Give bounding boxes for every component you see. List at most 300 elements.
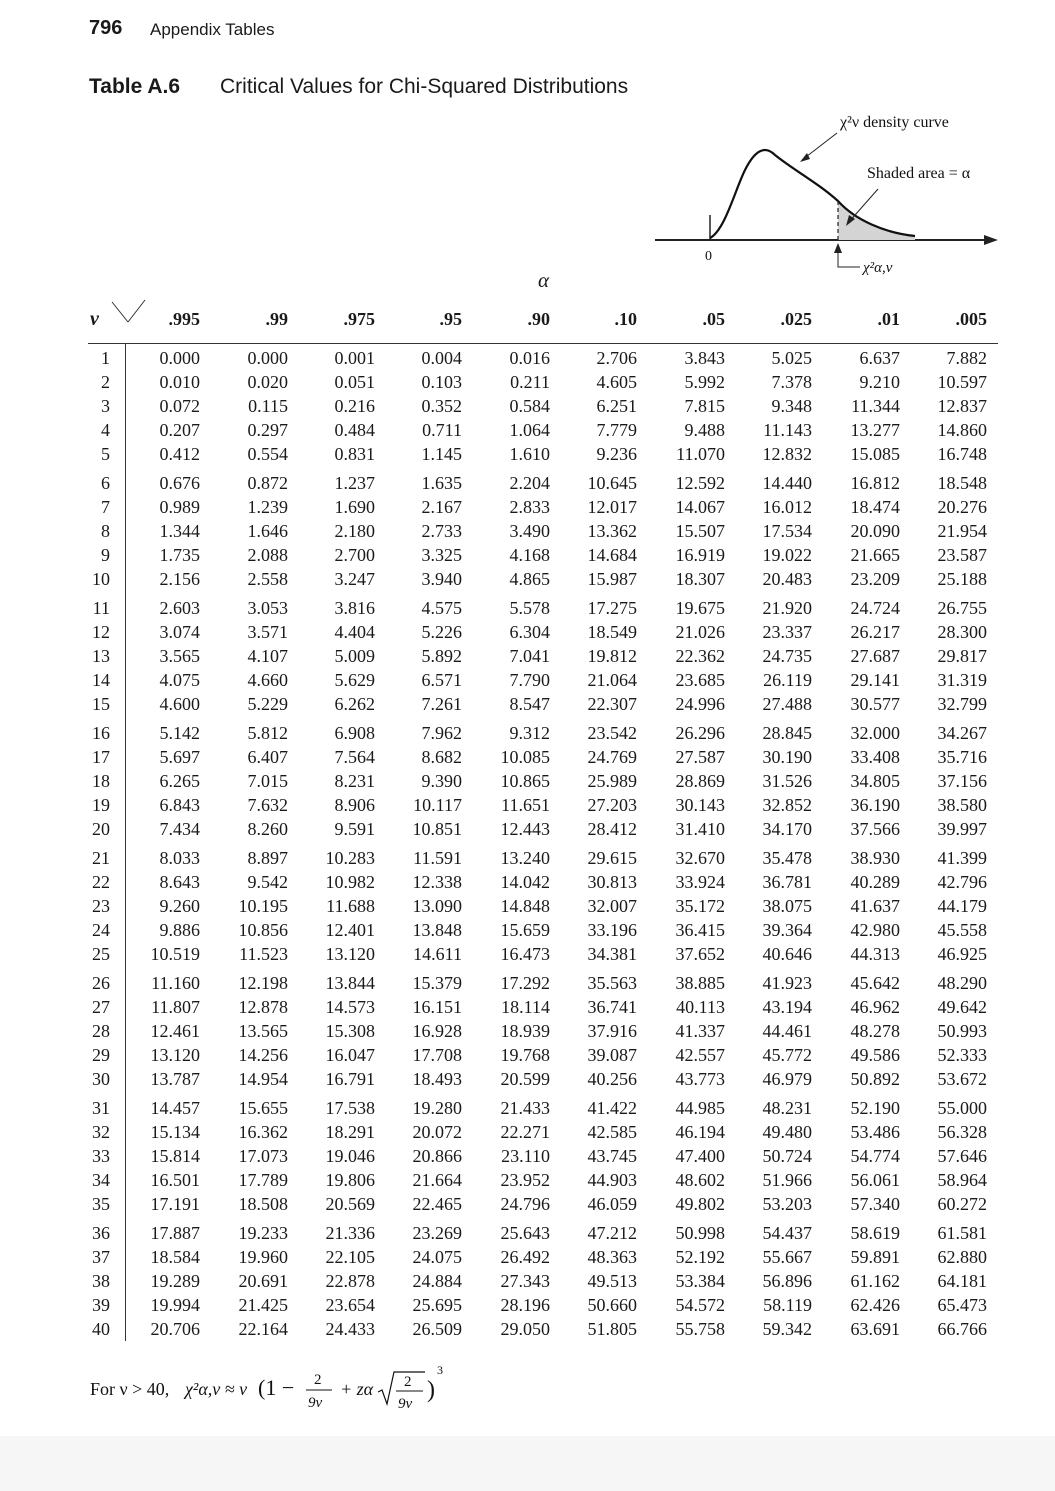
table-cell: 20.072 — [412, 1122, 462, 1142]
table-cell: 4.168 — [509, 545, 550, 565]
table-cell: 12.401 — [325, 920, 375, 940]
table-cell: 6.265 — [159, 771, 200, 791]
table-cell: 17.708 — [412, 1045, 462, 1065]
row-nu: 26 — [92, 973, 110, 993]
table-cell: 1.610 — [509, 444, 550, 464]
table-cell: 1.237 — [334, 473, 375, 493]
table-cell: 2.700 — [334, 545, 375, 565]
row-nu: 40 — [92, 1319, 110, 1339]
formula-plus: + zα — [340, 1379, 374, 1399]
table-cell: 56.896 — [762, 1271, 812, 1291]
table-cell: 0.051 — [334, 372, 375, 392]
table-cell: 40.289 — [850, 872, 900, 892]
table-cell: 8.260 — [247, 819, 288, 839]
table-cell: 10.597 — [937, 372, 987, 392]
table-cell: 2.180 — [334, 521, 375, 541]
table-cell: 13.787 — [150, 1069, 200, 1089]
table-cell: 1.145 — [421, 444, 462, 464]
table-cell: 44.985 — [675, 1098, 725, 1118]
column-header: .95 — [439, 309, 462, 329]
table-cell: 41.422 — [587, 1098, 637, 1118]
table-cell: 27.587 — [675, 747, 725, 767]
table-cell: 50.724 — [762, 1146, 812, 1166]
table-cell: 41.923 — [762, 973, 812, 993]
table-cell: 26.296 — [675, 723, 725, 743]
table-cell: 0.352 — [421, 396, 462, 416]
table-cell: 44.179 — [937, 896, 987, 916]
table-cell: 24.433 — [325, 1319, 375, 1339]
table-number: Table A.6 — [89, 75, 181, 98]
table-cell: 18.939 — [500, 1021, 550, 1041]
table-cell: 17.191 — [150, 1194, 200, 1214]
table-cell: 37.566 — [850, 819, 900, 839]
table-cell: 39.087 — [587, 1045, 637, 1065]
row-nu: 12 — [92, 622, 110, 642]
table-cell: 11.344 — [851, 396, 900, 416]
table-cell: 41.637 — [850, 896, 900, 916]
table-cell: 22.307 — [587, 694, 637, 714]
table-cell: 6.251 — [596, 396, 637, 416]
table-cell: 34.267 — [937, 723, 987, 743]
page-number: 796 — [89, 17, 123, 39]
table-cell: 4.575 — [421, 598, 462, 618]
diagram-shaded-label: Shaded area = α — [867, 165, 971, 182]
table-cell: 24.075 — [412, 1247, 462, 1267]
table-cell: 60.272 — [937, 1194, 987, 1214]
table-cell: 23.952 — [500, 1170, 550, 1190]
table-cell: 14.860 — [937, 420, 987, 440]
table-cell: 21.425 — [238, 1295, 288, 1315]
table-cell: 33.924 — [675, 872, 725, 892]
table-cell: 38.580 — [937, 795, 987, 815]
table-cell: 10.645 — [587, 473, 637, 493]
table-cell: 15.814 — [150, 1146, 200, 1166]
table-cell: 6.407 — [247, 747, 288, 767]
table-cell: 34.381 — [587, 944, 637, 964]
nu-column-rule — [125, 344, 126, 1341]
table-cell: 8.547 — [509, 694, 550, 714]
table-cell: 15.659 — [500, 920, 550, 940]
table-cell: 19.046 — [325, 1146, 375, 1166]
table-cell: 3.565 — [159, 646, 200, 666]
table-cell: 36.781 — [762, 872, 812, 892]
row-nu: 8 — [101, 521, 110, 541]
table-cell: 37.156 — [937, 771, 987, 791]
table-cell: 17.538 — [325, 1098, 375, 1118]
formula-frac1-den: 9ν — [308, 1395, 323, 1411]
table-cell: 50.660 — [587, 1295, 637, 1315]
table-cell: 5.226 — [421, 622, 462, 642]
table-cell: 16.151 — [412, 997, 462, 1017]
table-cell: 9.542 — [247, 872, 288, 892]
table-cell: 10.982 — [325, 872, 375, 892]
table-cell: 19.022 — [762, 545, 812, 565]
table-cell: 49.513 — [587, 1271, 637, 1291]
table-cell: 26.755 — [937, 598, 987, 618]
diagram-curve-label: χ²ν density curve — [840, 114, 949, 131]
row-nu: 35 — [92, 1194, 110, 1214]
page-bottom-band — [0, 1436, 1055, 1491]
table-cell: 0.711 — [422, 420, 462, 440]
table-cell: 3.843 — [684, 348, 725, 368]
table-cell: 6.571 — [421, 670, 462, 690]
table-cell: 22.164 — [238, 1319, 288, 1339]
table-cell: 66.766 — [937, 1319, 987, 1339]
column-header: .99 — [265, 309, 288, 329]
table-cell: 7.815 — [684, 396, 725, 416]
table-cell: 2.088 — [247, 545, 288, 565]
table-cell: 29.615 — [587, 848, 637, 868]
row-nu: 5 — [101, 444, 110, 464]
table-cell: 13.120 — [150, 1045, 200, 1065]
row-nu: 2 — [101, 372, 110, 392]
table-cell: 13.844 — [325, 973, 375, 993]
table-cell: 10.085 — [500, 747, 550, 767]
table-cell: 65.473 — [937, 1295, 987, 1315]
table-cell: 46.194 — [675, 1122, 725, 1142]
diagram-density-curve — [710, 150, 915, 238]
table-cell: 23.110 — [501, 1146, 550, 1166]
table-cell: 7.261 — [421, 694, 462, 714]
table-cell: 24.796 — [500, 1194, 550, 1214]
table-cell: 32.799 — [937, 694, 987, 714]
row-nu: 21 — [92, 848, 110, 868]
table-cell: 7.041 — [509, 646, 550, 666]
table-cell: 48.290 — [937, 973, 987, 993]
table-cell: 3.325 — [421, 545, 462, 565]
table-cell: 0.020 — [247, 372, 288, 392]
table-cell: 12.017 — [587, 497, 637, 517]
table-cell: 52.190 — [850, 1098, 900, 1118]
row-nu: 33 — [92, 1146, 110, 1166]
table-cell: 9.488 — [684, 420, 725, 440]
table-cell: 13.362 — [587, 521, 637, 541]
table-cell: 44.903 — [587, 1170, 637, 1190]
row-nu: 16 — [92, 723, 110, 743]
table-cell: 11.688 — [326, 896, 375, 916]
row-nu: 37 — [92, 1247, 110, 1267]
table-cell: 7.015 — [247, 771, 288, 791]
table-cell: 18.548 — [937, 473, 987, 493]
table-cell: 45.772 — [762, 1045, 812, 1065]
table-cell: 10.865 — [500, 771, 550, 791]
table-cell: 9.348 — [771, 396, 812, 416]
table-cell: 24.769 — [587, 747, 637, 767]
row-nu: 25 — [92, 944, 110, 964]
table-cell: 6.304 — [509, 622, 550, 642]
table-cell: 6.908 — [334, 723, 375, 743]
table-cell: 7.632 — [247, 795, 288, 815]
table-cell: 5.629 — [334, 670, 375, 690]
table-cell: 21.954 — [937, 521, 987, 541]
table-cell: 12.592 — [675, 473, 725, 493]
table-cell: 50.993 — [937, 1021, 987, 1041]
table-cell: 20.866 — [412, 1146, 462, 1166]
table-cell: 4.660 — [247, 670, 288, 690]
table-cell: 15.134 — [150, 1122, 200, 1142]
table-cell: 7.790 — [509, 670, 550, 690]
table-cell: 16.362 — [238, 1122, 288, 1142]
table-cell: 44.461 — [762, 1021, 812, 1041]
diagram-zero-label: 0 — [705, 249, 712, 264]
table-cell: 27.687 — [850, 646, 900, 666]
table-cell: 29.050 — [500, 1319, 550, 1339]
table-cell: 10.283 — [325, 848, 375, 868]
table-cell: 18.508 — [238, 1194, 288, 1214]
table-cell: 5.025 — [771, 348, 812, 368]
column-header: .10 — [614, 309, 637, 329]
table-cell: 26.492 — [500, 1247, 550, 1267]
table-cell: 58.119 — [763, 1295, 812, 1315]
table-cell: 11.143 — [763, 420, 812, 440]
table-cell: 23.654 — [325, 1295, 375, 1315]
column-header: .005 — [955, 309, 987, 329]
table-cell: 7.962 — [421, 723, 462, 743]
table-cell: 42.796 — [937, 872, 987, 892]
row-nu: 30 — [92, 1069, 110, 1089]
row-nu: 4 — [101, 420, 110, 440]
table-cell: 0.412 — [159, 444, 200, 464]
table-cell: 2.603 — [159, 598, 200, 618]
table-cell: 17.789 — [238, 1170, 288, 1190]
table-cell: 0.484 — [334, 420, 375, 440]
formula-prefix: For ν > 40, — [90, 1379, 170, 1399]
table-cell: 22.878 — [325, 1271, 375, 1291]
table-cell: 17.887 — [150, 1223, 200, 1243]
table-cell: 10.856 — [238, 920, 288, 940]
table-cell: 3.074 — [159, 622, 200, 642]
table-cell: 55.000 — [937, 1098, 987, 1118]
table-cell: 46.925 — [937, 944, 987, 964]
table-cell: 16.919 — [675, 545, 725, 565]
row-nu: 1 — [101, 348, 110, 368]
table-cell: 7.434 — [159, 819, 200, 839]
table-cell: 25.643 — [500, 1223, 550, 1243]
table-cell: 9.591 — [334, 819, 375, 839]
column-header: .05 — [702, 309, 725, 329]
table-cell: 19.280 — [412, 1098, 462, 1118]
table-cell: 63.691 — [850, 1319, 900, 1339]
table-cell: 30.190 — [762, 747, 812, 767]
table-cell: 51.966 — [762, 1170, 812, 1190]
row-nu: 15 — [92, 694, 110, 714]
table-cell: 40.256 — [587, 1069, 637, 1089]
table-cell: 28.869 — [675, 771, 725, 791]
table-cell: 58.619 — [850, 1223, 900, 1243]
table-cell: 3.571 — [247, 622, 288, 642]
table-cell: 0.016 — [509, 348, 550, 368]
table-cell: 0.207 — [159, 420, 200, 440]
table-cell: 35.716 — [937, 747, 987, 767]
table-cell: 19.289 — [150, 1271, 200, 1291]
chi-squared-diagram — [650, 105, 1005, 285]
table-cell: 22.465 — [412, 1194, 462, 1214]
table-cell: 23.685 — [675, 670, 725, 690]
alpha-header: α — [538, 268, 550, 292]
table-cell: 16.473 — [500, 944, 550, 964]
row-nu: 23 — [92, 896, 110, 916]
table-cell: 35.172 — [675, 896, 725, 916]
table-cell: 8.231 — [334, 771, 375, 791]
table-cell: 12.837 — [937, 396, 987, 416]
table-cell: 6.843 — [159, 795, 200, 815]
table-cell: 54.437 — [762, 1223, 812, 1243]
table-cell: 46.962 — [850, 997, 900, 1017]
table-cell: 20.483 — [762, 569, 812, 589]
header-rule — [88, 343, 998, 344]
row-nu: 38 — [92, 1271, 110, 1291]
table-cell: 0.211 — [510, 372, 550, 392]
table-cell: 31.319 — [937, 670, 987, 690]
table-cell: 30.577 — [850, 694, 900, 714]
table-cell: 3.490 — [509, 521, 550, 541]
row-nu: 36 — [92, 1223, 110, 1243]
table-cell: 15.655 — [238, 1098, 288, 1118]
table-cell: 42.557 — [675, 1045, 725, 1065]
table-cell: 5.697 — [159, 747, 200, 767]
table-cell: 39.997 — [937, 819, 987, 839]
column-header: .01 — [877, 309, 900, 329]
row-nu: 24 — [92, 920, 110, 940]
table-cell: 50.892 — [850, 1069, 900, 1089]
table-cell: 44.313 — [850, 944, 900, 964]
table-cell: 28.845 — [762, 723, 812, 743]
table-cell: 10.851 — [412, 819, 462, 839]
table-cell: 29.817 — [937, 646, 987, 666]
formula-exponent: 3 — [437, 1363, 443, 1377]
table-cell: 13.240 — [500, 848, 550, 868]
table-cell: 7.882 — [946, 348, 987, 368]
table-cell: 39.364 — [762, 920, 812, 940]
table-cell: 1.239 — [247, 497, 288, 517]
table-cell: 43.773 — [675, 1069, 725, 1089]
table-cell: 21.665 — [850, 545, 900, 565]
table-cell: 11.070 — [676, 444, 725, 464]
table-cell: 59.891 — [850, 1247, 900, 1267]
table-cell: 45.642 — [850, 973, 900, 993]
table-cell: 28.300 — [937, 622, 987, 642]
table-cell: 0.989 — [159, 497, 200, 517]
table-cell: 11.523 — [239, 944, 288, 964]
table-cell: 32.000 — [850, 723, 900, 743]
row-nu: 19 — [92, 795, 110, 815]
table-cell: 23.542 — [587, 723, 637, 743]
row-nu: 9 — [101, 545, 110, 565]
table-cell: 48.278 — [850, 1021, 900, 1041]
table-cell: 18.493 — [412, 1069, 462, 1089]
table-cell: 12.461 — [150, 1021, 200, 1041]
table-cell: 36.415 — [675, 920, 725, 940]
table-cell: 17.073 — [238, 1146, 288, 1166]
table-cell: 15.507 — [675, 521, 725, 541]
table-cell: 23.209 — [850, 569, 900, 589]
table-cell: 1.064 — [509, 420, 550, 440]
table-cell: 25.989 — [587, 771, 637, 791]
table-cell: 14.457 — [150, 1098, 200, 1118]
table-cell: 4.600 — [159, 694, 200, 714]
table-cell: 28.196 — [500, 1295, 550, 1315]
column-header: .975 — [343, 309, 375, 329]
table-cell: 2.558 — [247, 569, 288, 589]
row-nu: 11 — [92, 598, 110, 618]
table-cell: 0.297 — [247, 420, 288, 440]
table-cell: 32.852 — [762, 795, 812, 815]
table-cell: 24.884 — [412, 1271, 462, 1291]
table-cell: 5.578 — [509, 598, 550, 618]
table-cell: 35.563 — [587, 973, 637, 993]
table-cell: 36.190 — [850, 795, 900, 815]
table-cell: 5.229 — [247, 694, 288, 714]
table-cell: 56.328 — [937, 1122, 987, 1142]
table-cell: 5.009 — [334, 646, 375, 666]
nu-header: ν — [90, 308, 99, 330]
table-cell: 42.980 — [850, 920, 900, 940]
table-cell: 19.675 — [675, 598, 725, 618]
table-cell: 2.733 — [421, 521, 462, 541]
table-cell: 12.338 — [412, 872, 462, 892]
table-cell: 14.684 — [587, 545, 637, 565]
table-cell: 61.162 — [850, 1271, 900, 1291]
table-cell: 13.120 — [325, 944, 375, 964]
table-cell: 18.474 — [850, 497, 900, 517]
table-cell: 3.247 — [334, 569, 375, 589]
table-cell: 13.565 — [238, 1021, 288, 1041]
table-cell: 16.791 — [325, 1069, 375, 1089]
table-cell: 54.774 — [850, 1146, 900, 1166]
table-cell: 21.433 — [500, 1098, 550, 1118]
table-cell: 28.412 — [587, 819, 637, 839]
table-cell: 11.807 — [151, 997, 200, 1017]
table-cell: 5.812 — [247, 723, 288, 743]
row-nu: 29 — [92, 1045, 110, 1065]
row-nu: 27 — [92, 997, 110, 1017]
row-nu: 3 — [101, 396, 110, 416]
table-cell: 16.047 — [325, 1045, 375, 1065]
diagram-curve-pointer-head — [800, 153, 810, 162]
table-cell: 13.090 — [412, 896, 462, 916]
table-cell: 32.007 — [587, 896, 637, 916]
row-nu: 20 — [92, 819, 110, 839]
table-cell: 17.292 — [500, 973, 550, 993]
row-nu: 10 — [92, 569, 110, 589]
table-cell: 2.167 — [421, 497, 462, 517]
table-cell: 0.010 — [159, 372, 200, 392]
table-cell: 35.478 — [762, 848, 812, 868]
table-cell: 7.779 — [596, 420, 637, 440]
table-cell: 58.964 — [937, 1170, 987, 1190]
table-cell: 29.141 — [850, 670, 900, 690]
table-cell: 24.996 — [675, 694, 725, 714]
table-cell: 40.113 — [676, 997, 725, 1017]
table-cell: 9.390 — [421, 771, 462, 791]
diagram-critical-pointer-head — [834, 243, 842, 253]
table-cell: 45.558 — [937, 920, 987, 940]
table-cell: 2.706 — [596, 348, 637, 368]
table-cell: 25.695 — [412, 1295, 462, 1315]
table-cell: 48.602 — [675, 1170, 725, 1190]
table-cell: 4.404 — [334, 622, 375, 642]
table-cell: 10.195 — [238, 896, 288, 916]
table-cell: 18.291 — [325, 1122, 375, 1142]
table-cell: 0.554 — [247, 444, 288, 464]
column-header: .025 — [780, 309, 812, 329]
table-cell: 9.236 — [596, 444, 637, 464]
table-cell: 21.336 — [325, 1223, 375, 1243]
table-cell: 16.812 — [850, 473, 900, 493]
table-cell: 14.256 — [238, 1045, 288, 1065]
table-cell: 57.646 — [937, 1146, 987, 1166]
row-nu: 39 — [92, 1295, 110, 1315]
